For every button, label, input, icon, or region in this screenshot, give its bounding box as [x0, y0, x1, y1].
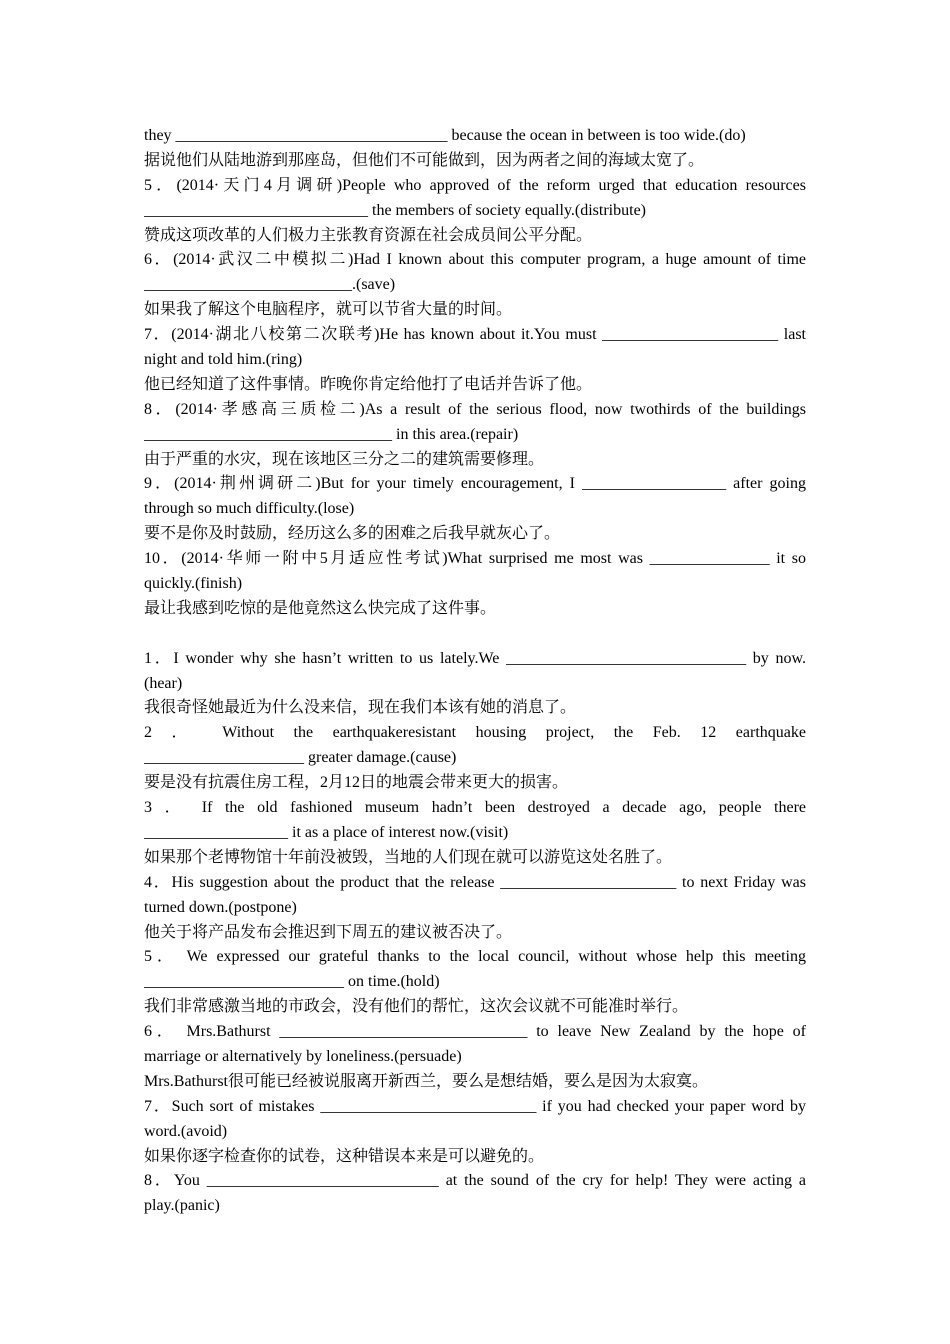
text-line: 3 ． If the old fashioned museum hadn’t been destroyed a decade ago, people there [144, 799, 806, 817]
text-line: 如果那个老博物馆十年前没被毁，当地的人们现在就可以游览这处名胜了。 [144, 848, 673, 866]
text-line: Mrs.Bathurst很可能已经被说服离开新西兰，要么是想结婚，要么是因为太寂寞。 [144, 1072, 709, 1090]
text-line: 8．(2014·孝感高三质检二)As a result of the serious flood, now twothirds of the buildings [144, 400, 806, 418]
text-line: they __________________________________ because the ocean in between is too wide.(do) [144, 127, 746, 144]
text-line: 要是没有抗震住房工程，2月12日的地震会带来更大的损害。 [144, 774, 569, 792]
text-line: 最让我感到吃惊的是他竟然这么快完成了这件事。 [144, 599, 497, 617]
text-line: 6．(2014·武汉二中模拟二)Had I known about this computer program, a huge amount of time [144, 251, 806, 269]
text-line: 我们非常感激当地的市政会，没有他们的帮忙，这次会议就不可能准时举行。 [144, 998, 689, 1016]
text-line: __________________________.(save) [144, 276, 396, 294]
text-line: __________________ it as a place of interest now.(visit) [144, 823, 509, 841]
text-line: 4．His suggestion about the product that the release ______________________ to next Friday was [144, 873, 806, 891]
text-line: 他关于将产品发布会推迟到下周五的建议被否决了。 [144, 923, 513, 941]
text-line: quickly.(finish) [144, 575, 243, 593]
text-line: _______________________________ in this area.(repair) [144, 425, 519, 443]
text-line: 1．I wonder why she hasn’t written to us lately.We ______________________________ by now. [144, 649, 806, 667]
text-line: 赞成这项改革的人们极力主张教育资源在社会成员间公平分配。 [144, 226, 593, 244]
text-line: 8．You _____________________________ at the sound of the cry for help! They were acting a [144, 1172, 806, 1190]
text-line: 7．(2014·湖北八校第二次联考)He has known about it.You must ______________________ last [144, 326, 806, 344]
text-line: 7．Such sort of mistakes ___________________________ if you had checked your paper word by [144, 1097, 806, 1115]
text-line: through so much difficulty.(lose) [144, 500, 355, 518]
text-line: 由于严重的水灾，现在该地区三分之二的建筑需要修理。 [144, 450, 545, 468]
text-line: night and told him.(ring) [144, 351, 303, 369]
blank-line [144, 622, 806, 647]
text-line: turned down.(postpone) [144, 898, 297, 916]
text-line: ____________________________ the members of society equally.(distribute) [144, 201, 646, 219]
text-line: 10．(2014·华师一附中5月适应性考试)What surprised me most was _______________ it so [144, 550, 806, 568]
text-line: 2 ． Without the earthquakeresistant housing project, the Feb. 12 earthquake [144, 724, 806, 742]
text-line: play.(panic) [144, 1197, 220, 1215]
text-line: 如果你逐字检查你的试卷，这种错误本来是可以避免的。 [144, 1147, 545, 1165]
text-line: 他已经知道了这件事情。昨晚你肯定给他打了电话并告诉了他。 [144, 375, 593, 393]
text-line: word.(avoid) [144, 1122, 228, 1140]
text-line: 要不是你及时鼓励，经历这么多的困难之后我早就灰心了。 [144, 525, 561, 543]
text-line: marriage or alternatively by loneliness.(persuade) [144, 1047, 462, 1065]
text-line: _________________________ on time.(hold) [144, 973, 440, 991]
text-line: 据说他们从陆地游到那座岛，但他们不可能做到，因为两者之间的海域太宽了。 [144, 151, 705, 169]
text-line: 5．(2014·天门4月调研)People who approved of the reform urged that education resources [144, 176, 806, 194]
text-line: 如果我了解这个电脑程序，就可以节省大量的时间。 [144, 301, 513, 319]
text-line: 5． We expressed our grateful thanks to the local council, without whose help this meeting [144, 948, 806, 966]
text-line: 9．(2014·荆州调研二)But for your timely encouragement, I __________________ after going [144, 475, 806, 493]
text-line: ____________________ greater damage.(cause) [144, 749, 457, 767]
text-line: (hear) [144, 674, 183, 692]
text-line: 6． Mrs.Bathurst _______________________________ to leave New Zealand by the hope of [144, 1023, 806, 1041]
text-line: 我很奇怪她最近为什么没来信，现在我们本该有她的消息了。 [144, 699, 577, 717]
